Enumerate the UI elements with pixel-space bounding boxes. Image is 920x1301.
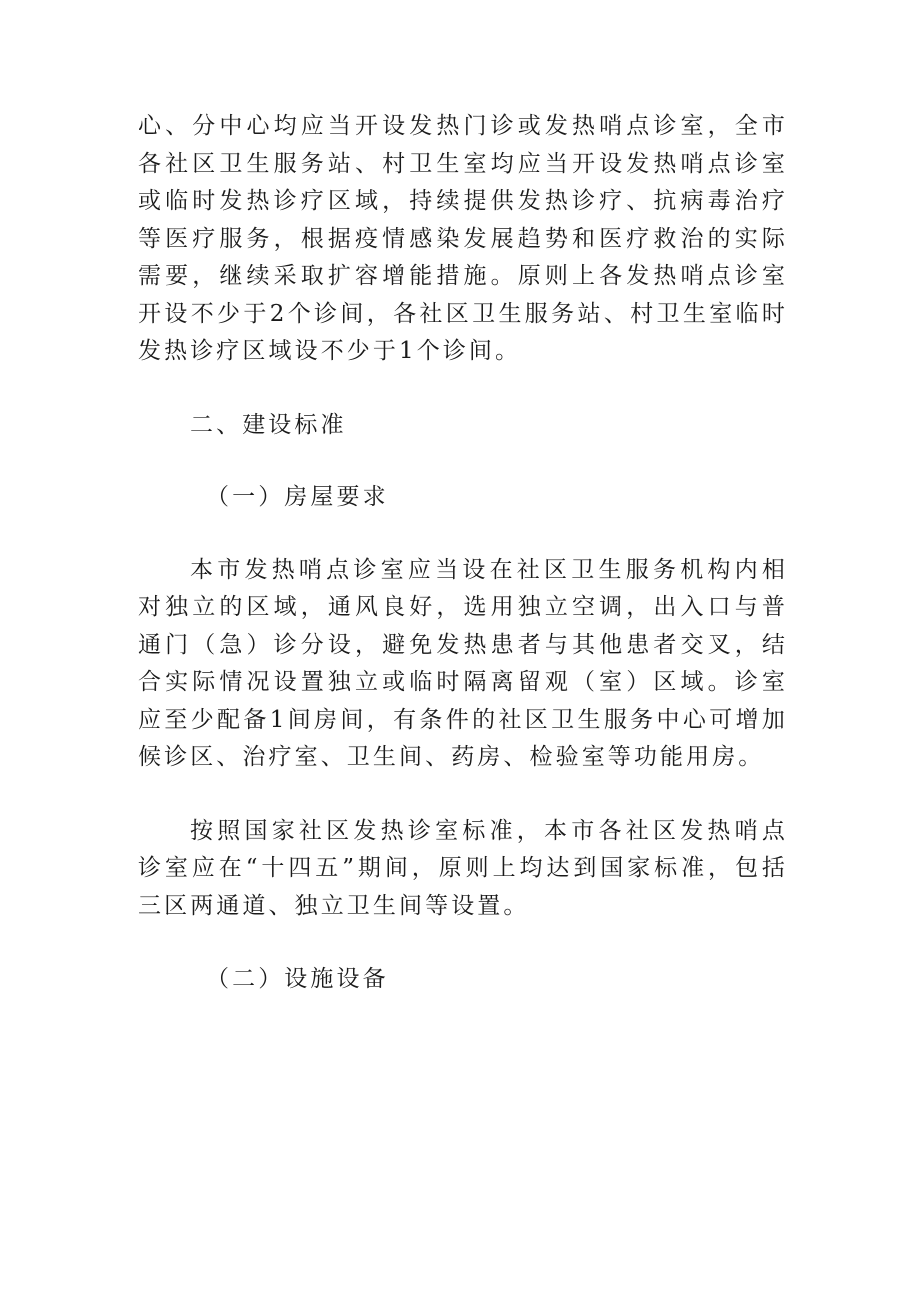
spacer (138, 517, 788, 552)
paragraph-fever-clinic-setup: 心、分中心均应当开设发热门诊或发热哨点诊室，全市各社区卫生服务站、村卫生室均应当开设发热哨点诊室或临时发热诊疗区域，持续提供发热诊疗、抗病毒治疗等医疗服务，根据疫情感染发展趋势和医疗救治的实际需要，继续采取扩容增能措施。原则上各发热哨点诊室开设不少于2个诊间，各社区卫生服务站、村卫生室临时发热诊疗区域设不少于1个诊间。 (138, 113, 788, 364)
paragraph-housing-requirements: 本市发热哨点诊室应当设在社区卫生服务机构内相对独立的区域，通风良好，选用独立空调，出入口与普通门（急）诊分设，避免发热患者与其他患者交叉，结合实际情况设置独立或临时隔离留观（室）区域。诊室应至少配备1间房间，有条件的社区卫生服务中心可增加候诊区、治疗室、卫生间、药房、检验室等功能用房。 (138, 556, 788, 770)
section-heading-construction-standards: 二、建设标准 (190, 411, 347, 438)
paragraph-national-standard: 按照国家社区发热诊室标准，本市各社区发热哨点诊室应在“十四五”期间，原则上均达到国家标准，包括三区两通道、独立卫生间等设置。 (138, 817, 788, 919)
spacer (138, 371, 788, 407)
subsection-heading-housing-requirements: （一）房屋要求 (206, 484, 389, 510)
spacer (138, 777, 788, 813)
spacer (138, 925, 788, 961)
subsection-heading-facilities-equipment: （二）设施设备 (206, 966, 389, 992)
spacer (138, 444, 788, 479)
